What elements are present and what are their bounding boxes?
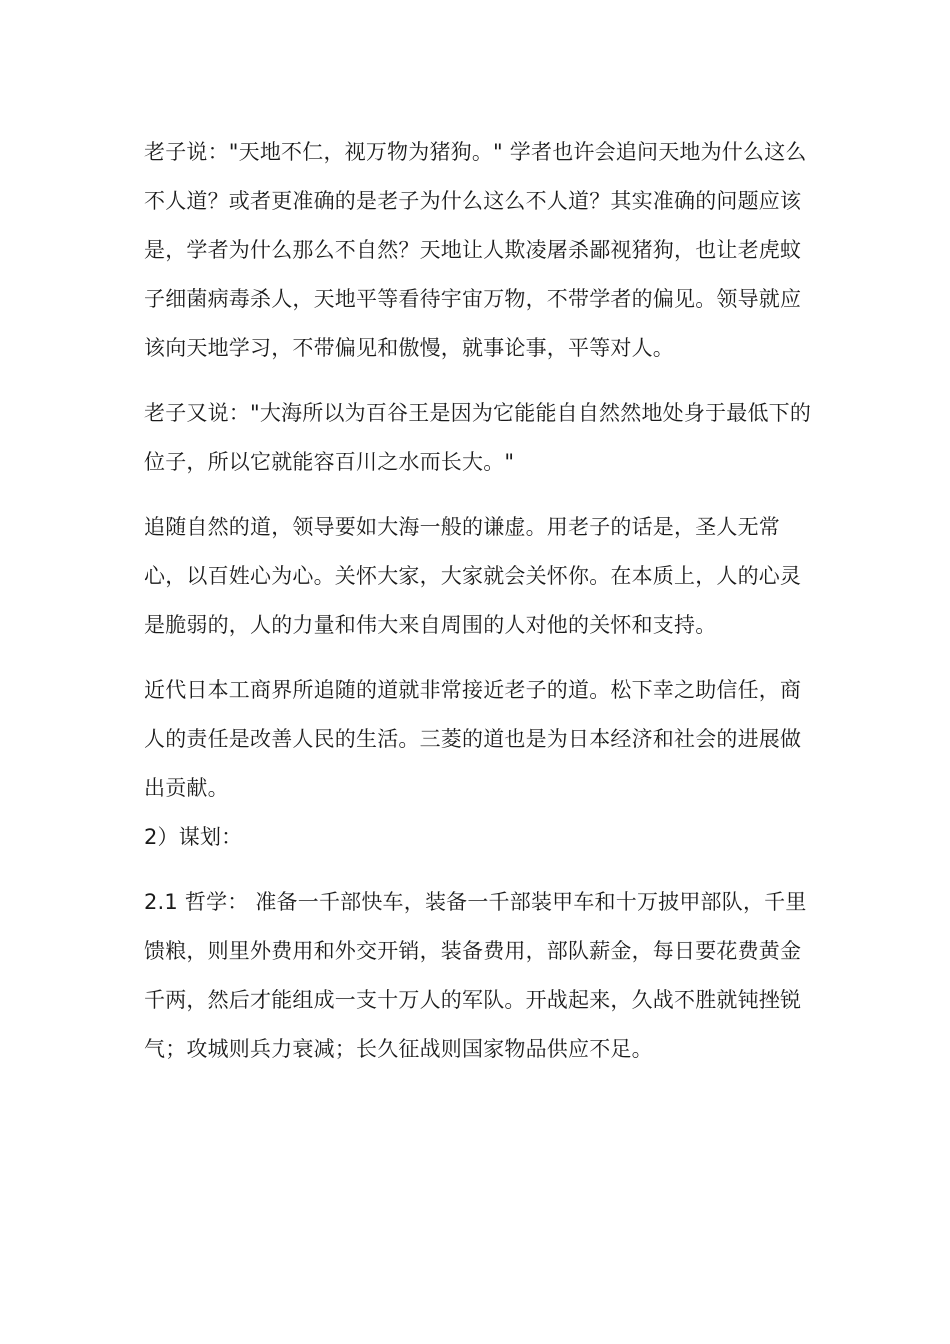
paragraph-spacer	[144, 862, 816, 878]
paragraph-philosophy: 2.1 哲学： 准备一千部快车，装备一千部装甲车和十万披甲部队，千里馈粮，则里外费用和外交开销，装备费用，部队薪金，每日要花费黄金千两，然后才能组成一支十万人的军队。开战起来，久战不胜就钝挫锐气；攻城则兵力衰减；长久征战则国家物品供应不足。	[144, 890, 807, 1061]
paragraph-spacer	[144, 373, 816, 389]
paragraph-spacer	[144, 487, 816, 503]
paragraph-follow-nature: 追随自然的道，领导要如大海一般的谦虚。用老子的话是，圣人无常心，以百姓心为心。关怀大家，大家就会关怀你。在本质上，人的心灵是脆弱的，人的力量和伟大来自周围的人对他的关怀和支持。	[144, 515, 802, 637]
paragraph-japan-business: 近代日本工商界所追随的道就非常接近老子的道。松下幸之助信任，商人的责任是改善人民的生活。三菱的道也是为日本经济和社会的进展做出贡献。	[144, 678, 802, 800]
paragraph-spacer	[144, 650, 816, 666]
paragraph-laozi-heaven-earth: 老子说："天地不仁，视万物为猪狗。" 学者也许会追问天地为什么这么不人道？或者更准确的是老子为什么这么不人道？其实准确的问题应该是，学者为什么那么不自然？天地让人欺凌屠杀鄙视猪狗，也让老虎蚊子细菌病毒杀人，天地平等看待宇宙万物，不带学者的偏见。领导就应该向天地学习，不带偏见和傲慢，就事论事，平等对人。	[144, 140, 807, 360]
document-body	[144, 128, 816, 1074]
section-heading-planning: 2）谋划：	[144, 825, 243, 849]
paragraph-laozi-sea: 老子又说："大海所以为百谷王是因为它能能自自然然地处身于最低下的位子，所以它就能容百川之水而长大。"	[144, 401, 812, 474]
